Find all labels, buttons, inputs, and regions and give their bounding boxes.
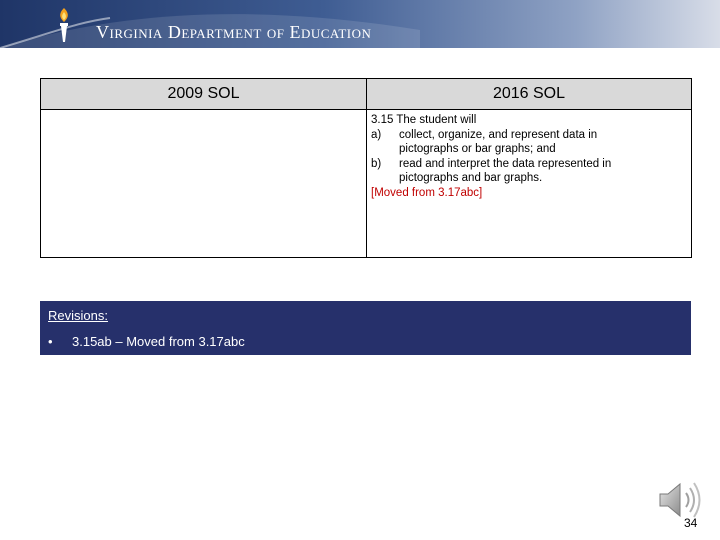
torch-icon	[52, 6, 76, 44]
bullet: •	[48, 334, 53, 349]
list-marker	[371, 171, 399, 186]
standard-intro: 3.15 The student will	[371, 114, 477, 126]
revision-text: 3.15ab – Moved from 3.17abc	[72, 334, 245, 349]
sol-comparison-table	[40, 78, 692, 258]
list-marker: a)	[371, 128, 382, 141]
list-text: pictographs and bar graphs.	[399, 172, 543, 184]
revisions-label: Revisions:	[48, 308, 108, 323]
cell-2016-sol	[367, 110, 692, 258]
revisions-box	[40, 301, 691, 355]
column-header-2016: 2016 SOL	[367, 79, 692, 110]
list-text: pictographs or bar graphs; and	[399, 143, 556, 155]
list-marker	[371, 142, 399, 157]
banner-title: Virginia Department of Education	[96, 22, 372, 42]
revision-item	[48, 334, 245, 349]
list-text: collect, organize, and represent data in	[399, 128, 598, 141]
list-item	[371, 157, 687, 172]
speaker-icon[interactable]	[656, 478, 706, 522]
list-item	[371, 142, 687, 157]
list-item	[371, 128, 687, 143]
list-text: read and interpret the data represented in	[399, 157, 612, 170]
list-marker: b)	[371, 157, 382, 170]
page-number: 34	[684, 516, 698, 530]
moved-note: [Moved from 3.17abc]	[371, 186, 483, 199]
list-item	[371, 171, 687, 186]
header-banner	[0, 0, 720, 48]
column-header-2009: 2009 SOL	[41, 79, 367, 110]
cell-2009-sol	[41, 110, 367, 258]
